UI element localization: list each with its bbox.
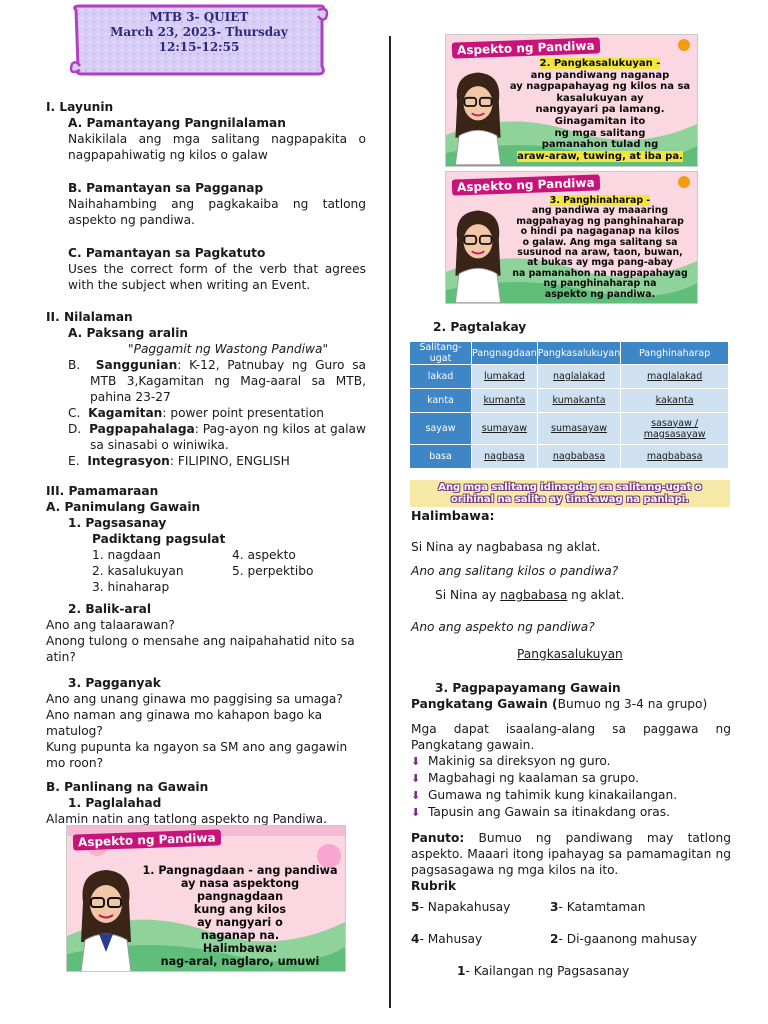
text-integrasyon: : FILIPINO, ENGLISH [169,454,290,468]
table-cell: basa [410,445,472,469]
slide-title: Aspekto ng Pandiwa [452,37,600,58]
rubrik-heading: Rubrik [411,879,457,893]
item-integrasyon: E. Integrasyon: FILIPINO, ENGLISH [68,454,290,468]
table-cell: sasayaw / magsasayaw [621,413,729,445]
slide-line: pamanahon tulad ng [541,139,659,151]
question: Ano naman ang ginawa mo kahapon bago ka matulog? [46,708,323,738]
right-column-text [411,508,731,894]
slide-line: ay nangyari o [197,916,283,929]
question: Ano ang unang ginawa mo paggising sa umaga? [46,692,343,706]
step-pagpapayamang-gawain: 3. Pagpapayamang Gawain [435,681,621,695]
table-cell: maglalakad [621,365,729,389]
rubric-desc: - Kailangan ng Pagsasanay [465,964,630,978]
table-header-cell: Salitang-ugat [410,342,472,365]
table-cell: magbabasa [621,445,729,469]
example-text: Si Nina ay [435,588,501,602]
rubric-desc: - Mahusay [419,932,483,946]
step-paglalahad: 1. Paglalahad [68,796,162,810]
slide-line: ang pandiwang naganap [530,69,670,81]
example-text: ng aklat. [567,588,625,602]
section-heading-nilalaman: II. Nilalaman [46,310,133,324]
slide-line: aspekto ng pandiwa. [544,288,656,300]
group-activity-title: Pangkatang Gawain ( [411,697,558,711]
slide-title: Aspekto ng Pandiwa [452,174,600,195]
subheading-pagganap: B. Pamantayan sa Pagganap [68,181,264,195]
slide-line: ay nagpapahayag ng kilos na sa [509,81,691,93]
example-question: Ano ang salitang kilos o pandiwa? [411,564,619,578]
rubric-score: 1 [457,964,466,978]
teacher-avatar [450,202,506,304]
step-pagtalakay: 2. Pagtalakay [433,320,527,334]
slide-body [502,58,698,162]
question: Anong tulong o mensahe ang naipahahatid nito sa atin? [46,634,355,664]
table-cell: lumakad [472,365,538,389]
example-answer: Pangkasalukuyan [517,647,623,661]
table-cell: lakad [410,365,472,389]
panuto-text: Bumuo ng pandiwang may tatlong aspekto. Maaari itong ipahayag sa pamamagitan ng pagsasagawa ng mga kilos na ito. [411,831,731,877]
dictation-list [92,547,366,595]
arrow-down-icon: ⬇ [411,772,421,785]
list-item [411,787,731,804]
arrow-down-icon: ⬇ [411,806,421,819]
step-pagganyak: 3. Pagganyak [68,676,161,690]
text-pagpapahalaga: : Pag-ayon ng kilos at galaw sa sinasabi o winiwika. [90,422,366,452]
slide-line: na pamanahon na nagpapahayag [512,267,688,279]
table-cell: naglalakad [537,365,620,389]
subheading-panimulang-gawain: A. Panimulang Gawain [46,500,201,514]
rubric-item [457,964,629,978]
slide-line: 1. Pangnagdaan - ang pandiwa [142,864,338,877]
slide-line: Halimbawa: [202,942,278,955]
list-item [411,804,731,821]
table-row [410,413,729,445]
slide-line: Ginagamitan ito [554,115,646,127]
rubric-list [411,900,731,990]
dictation-item: 2. kasalukuyan [92,564,184,578]
label-integrasyon: Integrasyon [87,454,170,468]
panlapi-banner: Ang mga salitang idinagdag sa salitang-ugat o orihinal na salita ay tinatawag na panlapi. [410,480,730,507]
column-divider [389,36,391,1008]
slide-line: nangyayari pa lamang. [535,104,665,116]
slide-line: magpahayag ng panghinaharap [516,215,684,227]
panuto [411,830,731,878]
slide-line: ng panghinaharap na [543,278,657,290]
table-cell: kumanta [472,389,538,413]
list-item [411,770,731,787]
rubric-desc: - Katamtaman [558,900,646,914]
table-cell: sumasayaw [537,413,620,445]
question: Kung pupunta ka ngayon sa SM ano ang gagawin mo roon? [46,740,348,770]
rubric-desc: - Di-gaanong mahusay [558,932,697,946]
group-activity-size: Bumuo ng 3-4 na grupo) [557,697,708,711]
text-sanggunian: : K-12, Patnubay ng Guro sa MTB 3,Kagamitan ng Mag-aaral sa MTB, pahina 23-27 [90,358,367,404]
subheading-pamantayang-pangnilalaman: A. Pamantayang Pangnilalaman [68,116,286,130]
step-pagsasanay: 1. Pagsasanay [68,516,167,530]
rubric-score: 2 [550,932,559,946]
table-cell: nagbasa [472,445,538,469]
arrow-down-icon: ⬇ [411,789,421,802]
arrow-down-icon: ⬇ [411,755,421,768]
teacher-avatar [450,63,506,167]
item-sanggunian: B. Sanggunian: K-12, Patnubay ng Guro sa MTB 3,Kagamitan ng Mag-aaral sa MTB, pahina 23-27 [68,358,367,404]
section-heading-pamamaraan: III. Pamamaraan [46,484,159,498]
table-row [410,365,729,389]
list-item [411,753,731,770]
slide-line-highlight: 3. Panghinaharap - [549,195,651,206]
banner-line-3: 12:15-12:55 [158,40,240,54]
slide-line: susunod na araw, taon, buwan, [517,247,683,259]
paglalahad-text: Alamin natin ang tatlong aspekto ng Pandiwa. [46,812,327,826]
slide-pangkasalukuyan [445,34,698,167]
item-pagpapahalaga: D. Pagpapahalaga: Pag-ayon ng kilos at galaw sa sinasabi o winiwika. [68,422,366,452]
slide-line: pangnagdaan [196,890,284,903]
date-banner [68,4,330,78]
label-pagpapahalaga: Pagpapahalaga [89,422,195,436]
slide-line: ay nasa aspektong [180,877,300,890]
slide-body [502,196,698,300]
panuto-label: Panuto: [411,831,465,845]
table-header-cell: Pangnagdaan [472,342,538,365]
text-kagamitan: : power point presentation [162,406,324,420]
rule-text: Makinig sa direksyon ng guro. [427,754,611,768]
table-header-cell: Pangkasalukuyan [537,342,620,365]
slide-title: Aspekto ng Pandiwa [73,829,221,850]
slide-line: naganap na. [200,929,280,942]
dictation-item: 3. hinaharap [92,580,170,594]
slide-line: kasalukuyan ay [556,92,644,104]
slide-line: ng mga salitang [554,127,646,139]
left-column [46,99,366,827]
teacher-avatar [75,862,137,972]
table-row [410,389,729,413]
table-cell: kanta [410,389,472,413]
rules-list [411,753,731,821]
slide-line [502,151,698,163]
slide-line [502,58,698,70]
example-question: Ano ang aspekto ng pandiwa? [411,620,595,634]
label-sanggunian: Sanggunian [95,358,178,372]
step-padiktang-pagsulat: Padiktang pagsulat [92,532,226,546]
dictation-item: 5. perpektibo [232,564,314,578]
rubric-desc: - Napakahusay [419,900,511,914]
slide-line: kung ang kilos [193,903,287,916]
slide-panghinaharap [445,171,698,304]
table-header-cell: Panghinaharap [621,342,729,365]
rubric-score: 3 [550,900,559,914]
label-kagamitan: Kagamitan [88,406,163,420]
dictation-item: 1. nagdaan [92,548,161,562]
group-activity-heading [411,696,731,712]
banner-line-2: March 23, 2023- Thursday [110,25,288,39]
banner-line-1: MTB 3- QUIET [149,10,249,24]
paragraph-pangnilalaman: Nakikilala ang mga salitang nagpapakita o nagpapahiwatig ng kilos o galaw [68,132,366,162]
slide-line: o galaw. Ang mga salitang sa [522,236,678,248]
rubric-item [550,932,697,946]
rubric-item [550,900,645,914]
slide-line: at bukas ay mga pang-abay [527,257,673,269]
rule-text: Tapusin ang Gawain sa itinakdang oras. [427,805,670,819]
slide-body [135,864,345,968]
table-cell: kumakanta [537,389,620,413]
slide-pangnagdaan [66,825,346,972]
item-kagamitan: C. Kagamitan: power point presentation [68,406,324,420]
subheading-panlinang-na-gawain: B. Panlinang na Gawain [46,780,209,794]
slide-line: ang pandiwa ay maaaring [531,205,669,217]
example-sentence: Si Nina ay nagbabasa ng aklat. [411,540,601,554]
table-cell: kakanta [621,389,729,413]
dictation-item: 4. aspekto [232,548,296,562]
verb-aspect-table [409,341,729,469]
subheading-paksang-aralin: A. Paksang aralin [68,326,189,340]
paragraph-pagganap: Naihahambing ang pagkakaiba ng tatlong aspekto ng pandiwa. [68,197,366,227]
example-answer-sentence [435,587,731,603]
rule-text: Magbahagi ng kaalaman sa grupo. [427,771,640,785]
example-verb: nagbabasa [500,588,568,602]
rule-text: Gumawa ng tahimik kung kinakailangan. [427,788,678,802]
step-balik-aral: 2. Balik-aral [68,602,152,616]
lesson-topic: "Paggamit ng Wastong Pandiwa" [128,342,329,356]
slide-line: nag-aral, naglaro, umuwi [160,955,320,968]
subheading-pagkatuto: C. Pamantayan sa Pagkatuto [68,246,266,260]
section-heading-layunin: I. Layunin [46,100,114,114]
rubric-item [411,932,482,946]
table-row [410,445,729,469]
rules-intro: Mga dapat isaalang-alang sa paggawa ng Pangkatang gawain. [411,722,731,752]
slide-line-highlight: araw-araw, tuwing, at iba pa. [517,150,683,162]
table-cell: nagbabasa [537,445,620,469]
question: Ano ang talaarawan? [46,618,175,632]
slide-line-highlight: 2. Pangkasalukuyan - [539,58,661,69]
halimbawa-label: Halimbawa: [411,508,495,523]
table-cell: sumayaw [472,413,538,445]
slide-line: o hindi pa nagaganap na kilos [520,226,680,238]
rubric-item [411,900,510,914]
rubric-score: 4 [411,932,420,946]
rubric-score: 5 [411,900,420,914]
table-cell: sayaw [410,413,472,445]
paragraph-pagkatuto: Uses the correct form of the verb that agrees with the subject when writing an Event. [68,262,366,292]
table-header-row [410,342,729,365]
